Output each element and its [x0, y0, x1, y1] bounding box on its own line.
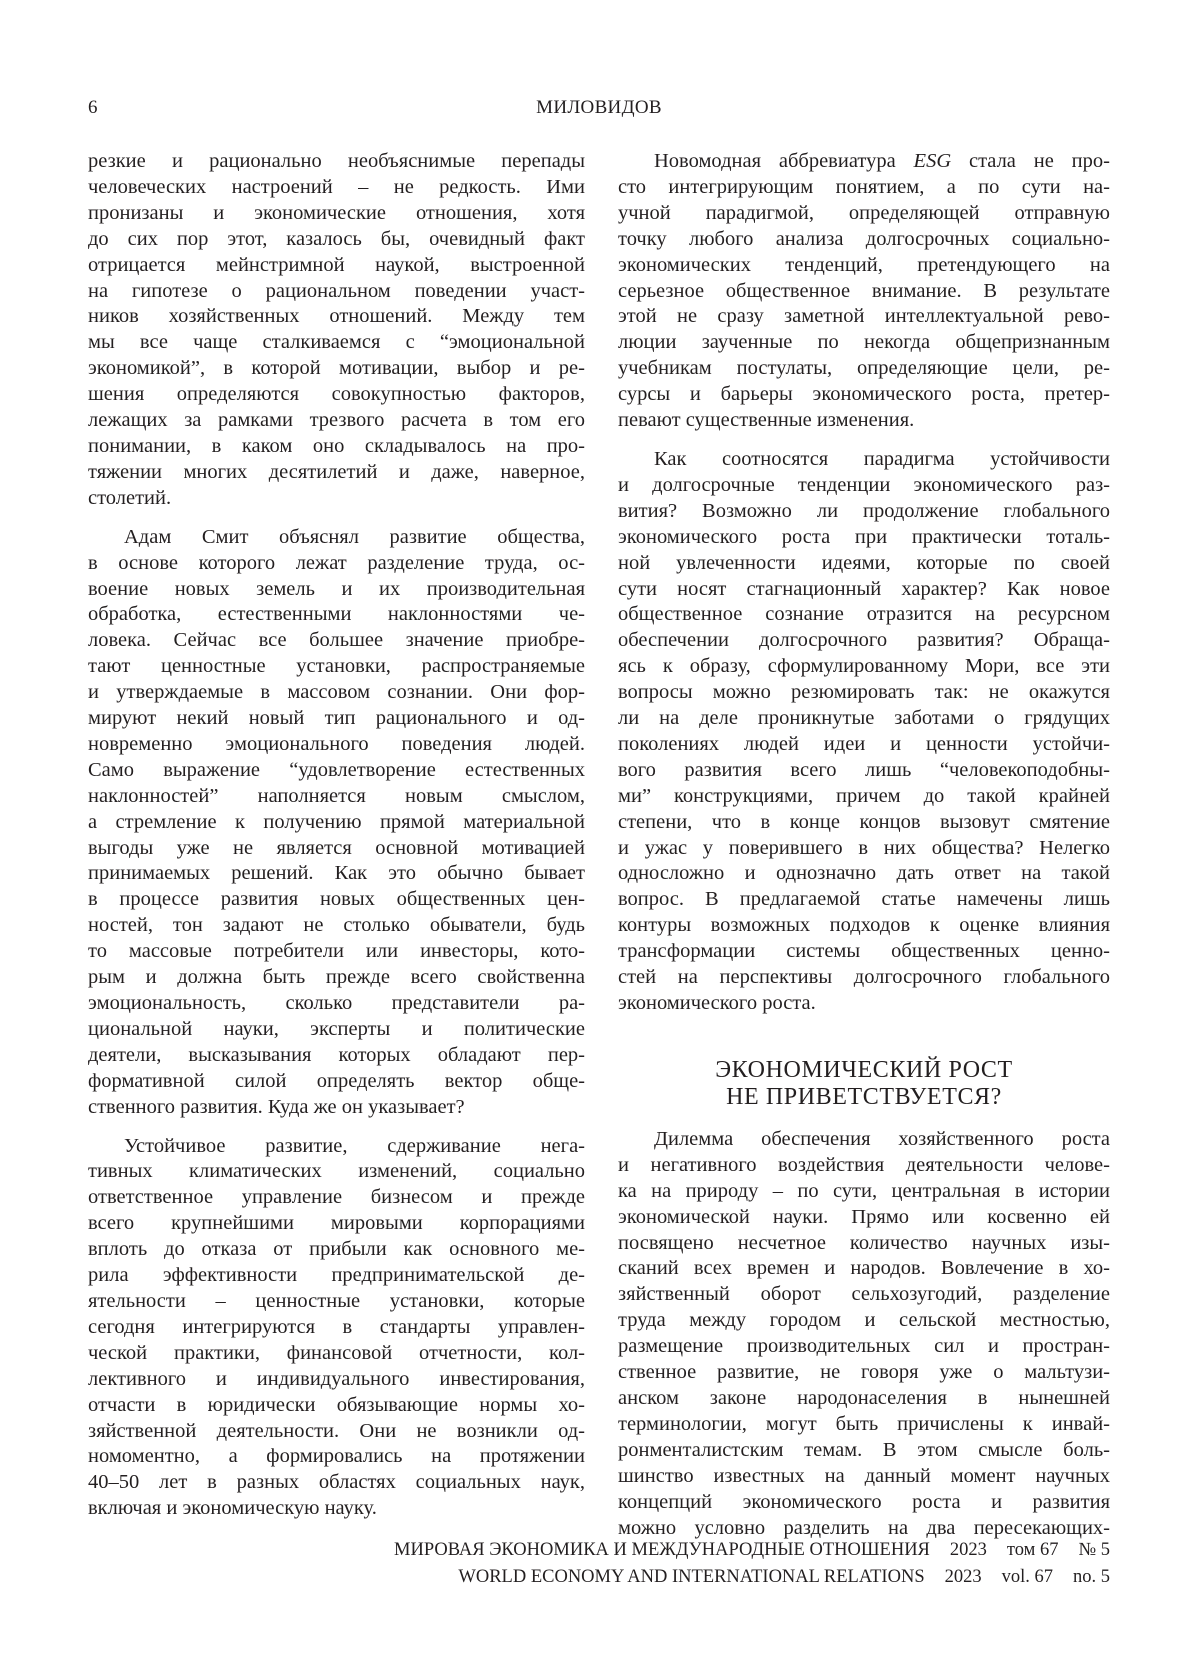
text-segment: стала не про- — [951, 150, 1110, 172]
text-line: тивных климатических изменений, социально — [88, 1159, 585, 1185]
text-line: люции заученные по некогда общепризнанным — [618, 330, 1110, 356]
text-line: сути носят стагнационный характер? Как новое — [618, 577, 1110, 603]
text-line: выгоды уже не является основной мотивацией — [88, 836, 585, 862]
footer-volume-ru: том 67 — [1007, 1540, 1059, 1560]
text-line: учебникам постулаты, определяющие цели, ре- — [618, 356, 1110, 382]
text-line: ной увлеченности идеями, которые по своей — [618, 551, 1110, 577]
text-line: вого развития всего лишь “человекоподобны- — [618, 758, 1110, 784]
text-line: лежащих за рамками трезвого расчета в том его — [88, 408, 585, 434]
text-line: обеспечении долгосрочного развития? Обраща- — [618, 628, 1110, 654]
text-line: ка на природу – по сути, центральная в истории — [618, 1179, 1110, 1205]
text-line: принимаемых решений. Как это обычно бывает — [88, 861, 585, 887]
text-line: посвящено несчетное количество научных изы- — [618, 1231, 1110, 1257]
footer-issue-ru: № 5 — [1078, 1540, 1110, 1560]
text-line: столетий. — [88, 486, 585, 512]
text-line: формативной силой определять вектор обще- — [88, 1069, 585, 1095]
text-line: экономических тенденций, претендующего на — [618, 253, 1110, 279]
text-line: певают существенные изменения. — [618, 408, 1110, 434]
running-head — [88, 97, 1110, 123]
paragraph — [88, 149, 585, 512]
text-line: а стремление к получению прямой материальной — [88, 810, 585, 836]
text-line: серьезное общественное внимание. В результате — [618, 279, 1110, 305]
text-line: до сих пор этот, казалось бы, очевидный факт — [88, 227, 585, 253]
text-line: номоментно, а формировались на протяжении — [88, 1444, 585, 1470]
text-line: отрицается мейнстримной наукой, выстроенной — [88, 253, 585, 279]
running-head-author: МИЛОВИДОВ — [88, 97, 1110, 119]
footer-year-en: 2023 — [945, 1567, 982, 1587]
text-line: то массовые потребители или инвесторы, кото- — [88, 939, 585, 965]
text-line: человеческих настроений – не редкость. Ими — [88, 175, 585, 201]
text-line: на гипотезе о рациональном поведении участ- — [88, 279, 585, 305]
text-line: и ужас у поверившего в них общества? Нелегко — [618, 836, 1110, 862]
text-line — [618, 149, 1110, 175]
text-line: вопросы можно резюмировать так: не окажутся — [618, 680, 1110, 706]
text-line: наклонностей” наполняется новым смыслом, — [88, 784, 585, 810]
text-segment: Новомодная аббревиатура — [654, 150, 914, 172]
text-line: вития? Возможно ли продолжение глобального — [618, 499, 1110, 525]
text-line: односложно и однозначно дать ответ на такой — [618, 861, 1110, 887]
text-line: контуры возможных подходов к оценке влияния — [618, 913, 1110, 939]
paragraph — [618, 447, 1110, 1017]
text-line: рым и должна быть прежде всего свойственна — [88, 965, 585, 991]
text-line: Дилемма обеспечения хозяйственного роста — [618, 1127, 1110, 1153]
text-line: эмоциональность, сколько представители ра- — [88, 991, 585, 1017]
text-line: ственное развитие, не говоря уже о мальтузи- — [618, 1360, 1110, 1386]
footer-line-en — [394, 1564, 1110, 1591]
text-line: ли на деле проникнутые заботами о грядущих — [618, 706, 1110, 732]
text-line: пронизаны и экономические отношения, хотя — [88, 201, 585, 227]
text-line: ятельности – ценностные установки, которые — [88, 1289, 585, 1315]
text-line: понимании, в каком оно складывалось на про- — [88, 434, 585, 460]
text-line: мируют некий новый тип рационального и од- — [88, 706, 585, 732]
paragraph — [88, 525, 585, 1121]
text-line: шинство известных на данный момент научных — [618, 1464, 1110, 1490]
text-line: деятели, высказывания которых обладают пер- — [88, 1043, 585, 1069]
text-line: ронменталистским темам. В этом смысле боль- — [618, 1438, 1110, 1464]
text-line: ответственное управление бизнесом и прежде — [88, 1185, 585, 1211]
text-line: Само выражение “удовлетворение естественных — [88, 758, 585, 784]
text-line: общественное сознание отразится на ресурсном — [618, 602, 1110, 628]
text-line: в основе которого лежат разделение труда, ос- — [88, 551, 585, 577]
text-line: ясь к образу, сформулированному Мори, все эти — [618, 654, 1110, 680]
text-line: циональной науки, эксперты и политические — [88, 1017, 585, 1043]
text-line: тают ценностные установки, распространяемые — [88, 654, 585, 680]
text-line: трансформации системы общественных ценно- — [618, 939, 1110, 965]
paragraph — [88, 1134, 585, 1523]
section-heading-line: ЭКОНОМИЧЕСКИЙ РОСТ — [618, 1057, 1110, 1084]
footer-volume-en: vol. 67 — [1002, 1567, 1053, 1587]
text-line: анском законе народонаселения в нынешней — [618, 1386, 1110, 1412]
text-line: учной парадигмой, определяющей отправную — [618, 201, 1110, 227]
text-line: концепций экономического роста и развития — [618, 1490, 1110, 1516]
text-line: зяйственной деятельности. Они не возникли од- — [88, 1419, 585, 1445]
text-line: ловека. Сейчас все большее значение приобре- — [88, 628, 585, 654]
text-line: и долгосрочные тенденции экономического раз- — [618, 473, 1110, 499]
journal-footer — [394, 1537, 1110, 1591]
text-line: и негативного воздействия деятельности челове- — [618, 1153, 1110, 1179]
page-number: 6 — [88, 97, 98, 119]
paragraph — [618, 1127, 1110, 1542]
text-line: размещение производительных сил и простран- — [618, 1334, 1110, 1360]
text-line: ностей, тон задают не столько обыватели, будь — [88, 913, 585, 939]
text-line: Адам Смит объяснял развитие общества, — [88, 525, 585, 551]
text-line: лективного и индивидуального инвестирования, — [88, 1367, 585, 1393]
paragraph — [618, 149, 1110, 434]
text-line: можно условно разделить на два пересекающих- — [618, 1516, 1110, 1542]
footer-journal-ru: МИРОВАЯ ЭКОНОМИКА И МЕЖДУНАРОДНЫЕ ОТНОШЕНИЯ — [394, 1540, 930, 1560]
left-column — [88, 149, 585, 1535]
text-line: сканий всех времен и народов. Вовлечение в хо- — [618, 1256, 1110, 1282]
text-line: шения определяются совокупностью факторов, — [88, 382, 585, 408]
text-line: воение новых земель и их производительная — [88, 577, 585, 603]
text-line: вплоть до отказа от прибыли как основного ме- — [88, 1237, 585, 1263]
text-line: Устойчивое развитие, сдерживание нега- — [88, 1134, 585, 1160]
text-line: резкие и рационально необъяснимые перепады — [88, 149, 585, 175]
text-line: всего крупнейшими мировыми корпорациями — [88, 1211, 585, 1237]
text-line: рила эффективности предпринимательской де- — [88, 1263, 585, 1289]
right-column-paragraphs-after — [618, 1127, 1110, 1542]
text-line: труда между городом и сельской местностью, — [618, 1308, 1110, 1334]
footer-issue-en: no. 5 — [1073, 1567, 1110, 1587]
text-line: Как соотносятся парадигма устойчивости — [618, 447, 1110, 473]
text-line: 40–50 лет в разных областях социальных наук, — [88, 1470, 585, 1496]
text-line: тяжении многих десятилетий и даже, наверное, — [88, 460, 585, 486]
text-line: и утверждаемые в массовом сознании. Они фор- — [88, 680, 585, 706]
text-line: ников хозяйственных отношений. Между тем — [88, 304, 585, 330]
italic-term: ESG — [914, 150, 952, 172]
text-line: ственного развития. Куда же он указывает? — [88, 1095, 585, 1121]
right-column — [618, 149, 1110, 1554]
footer-year-ru: 2023 — [950, 1540, 987, 1560]
section-heading — [618, 1057, 1110, 1111]
footer-journal-en: WORLD ECONOMY AND INTERNATIONAL RELATIONS — [458, 1567, 924, 1587]
text-line: вопрос. В предлагаемой статье намечены лишь — [618, 887, 1110, 913]
text-line: экономикой”, в которой мотивации, выбор и ре- — [88, 356, 585, 382]
text-line: новременно эмоционального поведения людей. — [88, 732, 585, 758]
text-line: мы все чаще сталкиваемся с “эмоциональной — [88, 330, 585, 356]
text-line: терминологии, могут быть причислены к инвай- — [618, 1412, 1110, 1438]
text-line: экономического роста. — [618, 991, 1110, 1017]
text-line: ческой практики, финансовой отчетности, кол- — [88, 1341, 585, 1367]
text-line: обработка, естественными наклонностями че- — [88, 602, 585, 628]
text-line: этой не сразу заметной интеллектуальной рево- — [618, 304, 1110, 330]
text-line: в процессе развития новых общественных цен- — [88, 887, 585, 913]
text-line: сурсы и барьеры экономического роста, претер- — [618, 382, 1110, 408]
text-line: включая и экономическую науку. — [88, 1496, 585, 1522]
text-line: поколениях людей идеи и ценности устойчи- — [618, 732, 1110, 758]
text-line: экономической науки. Прямо или косвенно ей — [618, 1205, 1110, 1231]
text-line: зяйственный оборот сельхозугодий, разделение — [618, 1282, 1110, 1308]
text-line: точку любого анализа долгосрочных социально- — [618, 227, 1110, 253]
right-column-paragraphs-before — [618, 149, 1110, 1017]
text-line: сегодня интегрируются в стандарты управлен- — [88, 1315, 585, 1341]
text-line: стей на перспективы долгосрочного глобального — [618, 965, 1110, 991]
footer-line-ru — [394, 1537, 1110, 1564]
section-heading-line: НЕ ПРИВЕТСТВУЕТСЯ? — [618, 1084, 1110, 1111]
text-line: ми” конструкциями, причем до такой крайней — [618, 784, 1110, 810]
text-line: экономического роста при практически тоталь- — [618, 525, 1110, 551]
text-line: степени, что в конце концов вызовут смятение — [618, 810, 1110, 836]
text-line: отчасти в юридически обязывающие нормы хо- — [88, 1393, 585, 1419]
text-line: сто интегрирующим понятием, а по сути на- — [618, 175, 1110, 201]
